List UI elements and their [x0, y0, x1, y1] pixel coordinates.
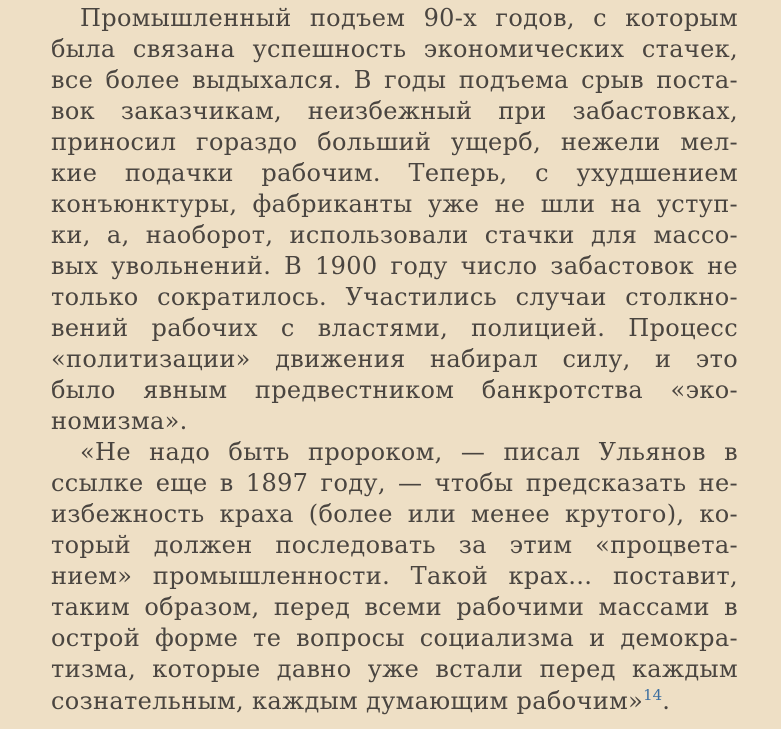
text-line: «Не надо быть пророком, — писал Ульянов в — [80, 438, 738, 466]
text-line: кие подачки рабочим. Теперь, с ухудшением — [51, 159, 738, 187]
text-line: все более выдыхался. В годы подъема срыв поста- — [51, 66, 738, 94]
text-line: вений рабочих с властями, полицией. Процесс — [51, 314, 738, 342]
text-line: нием» промышленности. Такой крах… поставит, — [51, 562, 738, 590]
text-line: конъюнктуры, фабриканты уже не шли на уступ- — [51, 190, 738, 218]
text-line: «политизации» движения набирал силу, и это — [51, 345, 738, 373]
text-line: ссылке еще в 1897 году, — чтобы предсказать не- — [51, 469, 738, 497]
footnote-link[interactable]: 14 — [643, 686, 663, 704]
text-line: приносил гораздо больший ущерб, нежели мел- — [51, 128, 738, 156]
text-line: избежность краха (более или менее крутого), ко- — [51, 500, 738, 528]
text-line: вок заказчикам, неизбежный при забастовках, — [51, 97, 738, 125]
text-line-final — [51, 686, 738, 717]
text-line: только сократилось. Участились случаи столкно- — [51, 283, 738, 311]
text-line: Промышленный подъем 90-х годов, с которым — [80, 4, 738, 32]
text-line: таким образом, перед всеми рабочими массами в — [51, 593, 738, 621]
text-line: ки, а, наоборот, использовали стачки для массо- — [51, 221, 738, 249]
text-line: было явным предвестником банкротства «эко- — [51, 376, 738, 404]
text-line-body: сознательным, каждым думающим рабочим» — [51, 687, 644, 715]
text-line: острой форме те вопросы социализма и демокра- — [51, 624, 738, 652]
text-line: тизма, которые давно уже встали перед каждым — [51, 655, 738, 683]
text-line: торый должен последовать за этим «процвета- — [51, 531, 738, 559]
end-punctuation: . — [662, 687, 671, 715]
text-line: номизма». — [51, 407, 188, 435]
text-line: вых увольнений. В 1900 году число забастовок не — [51, 252, 738, 280]
text-line: была связана успешность экономических стачек, — [51, 35, 738, 63]
